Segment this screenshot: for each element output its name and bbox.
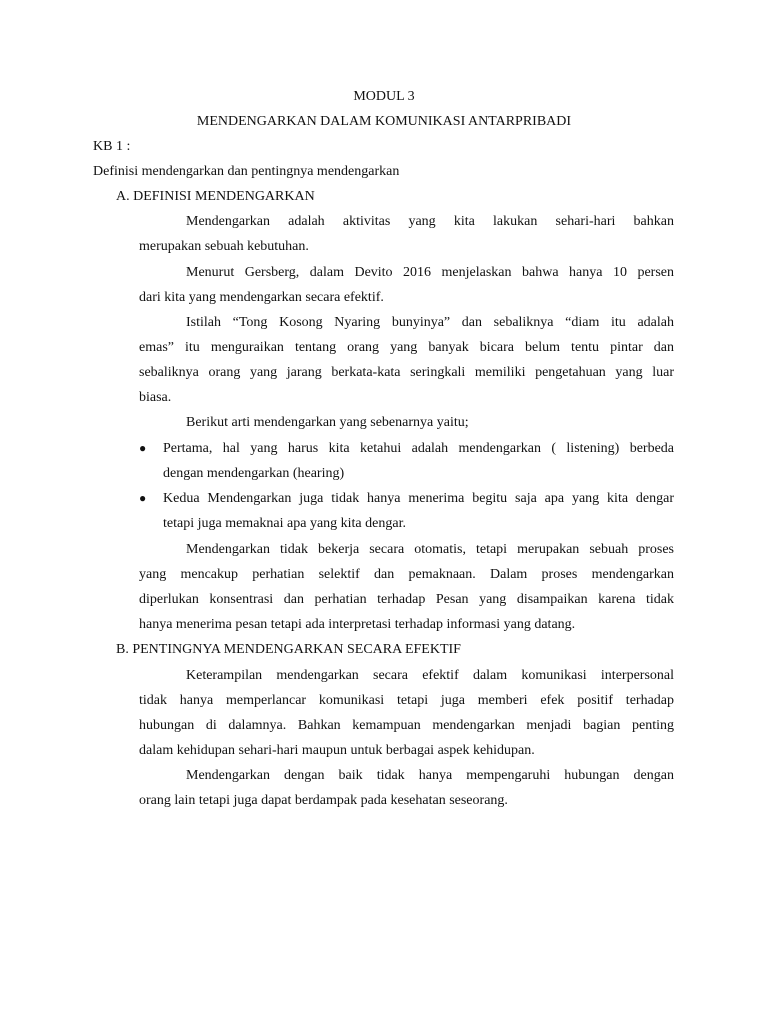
- bullet-icon: ●: [139, 441, 147, 455]
- section-a-p5-line4: hanya menerima pesan tetapi ada interpretasi terhadap informasi yang datang.: [139, 617, 576, 632]
- section-b-p2-line2: orang lain tetapi juga dapat berdampak pada kesehatan seseorang.: [139, 793, 508, 808]
- bullet-1-line1: Pertama, hal yang harus kita ketahui adalah mendengarkan ( listening) berbeda: [163, 441, 674, 456]
- section-a-p4-line1: Berikut arti mendengarkan yang sebenarnya yaitu;: [186, 415, 469, 430]
- section-b-p1-line3: hubungan di dalamnya. Bahkan kemampuan mendengarkan menjadi bagian penting: [139, 718, 674, 733]
- kb-label: KB 1 :: [93, 139, 131, 154]
- module-title: MODUL 3: [353, 89, 415, 104]
- section-a-p2-line1: Menurut Gersberg, dalam Devito 2016 menjelaskan bahwa hanya 10 persen: [186, 265, 674, 280]
- section-b-p1-line4: dalam kehidupan sehari-hari maupun untuk berbagai aspek kehidupan.: [139, 743, 535, 758]
- section-a-p5-line3: diperlukan konsentrasi dan perhatian terhadap Pesan yang disampaikan karena tidak: [139, 592, 674, 607]
- section-a-p3-line4: biasa.: [139, 390, 172, 405]
- section-a-p3-line1: Istilah “Tong Kosong Nyaring bunyinya” dan sebaliknya “diam itu adalah: [186, 315, 674, 330]
- section-a-p3-line2: emas” itu menguraikan tentang orang yang banyak bicara belum tentu pintar dan: [139, 340, 674, 355]
- section-a-p5-line2: yang mencakup perhatian selektif dan pemaknaan. Dalam proses mendengarkan: [139, 567, 674, 582]
- bullet-1-line2: dengan mendengarkan (hearing): [163, 466, 345, 481]
- section-a-p2-line2: dari kita yang mendengarkan secara efektif.: [139, 290, 384, 305]
- document-title: MENDENGARKAN DALAM KOMUNIKASI ANTARPRIBADI: [196, 114, 572, 129]
- bullet-2-line1: Kedua Mendengarkan juga tidak hanya menerima begitu saja apa yang kita dengar: [163, 491, 674, 506]
- bullet-icon: ●: [139, 491, 147, 505]
- section-a-p1-line1: Mendengarkan adalah aktivitas yang kita lakukan sehari-hari bahkan: [186, 214, 674, 229]
- section-a-p5-line1: Mendengarkan tidak bekerja secara otomatis, tetapi merupakan sebuah proses: [186, 542, 674, 557]
- kb-subtitle: Definisi mendengarkan dan pentingnya mendengarkan: [93, 164, 400, 179]
- section-a-p1-line2: merupakan sebuah kebutuhan.: [139, 239, 309, 254]
- section-a-heading: A. DEFINISI MENDENGARKAN: [116, 189, 315, 204]
- section-a-p3-line3: sebaliknya orang yang jarang berkata-kata seringkali memiliki pengetahuan yang luar: [139, 365, 674, 380]
- section-b-p1-line2: tidak hanya memperlancar komunikasi tetapi juga memberi efek positif terhadap: [139, 693, 674, 708]
- section-b-p2-line1: Mendengarkan dengan baik tidak hanya mempengaruhi hubungan dengan: [186, 768, 674, 783]
- section-b-heading: B. PENTINGNYA MENDENGARKAN SECARA EFEKTIF: [116, 642, 461, 657]
- bullet-2-line2: tetapi juga memaknai apa yang kita dengar.: [163, 516, 406, 531]
- section-b-p1-line1: Keterampilan mendengarkan secara efektif dalam komunikasi interpersonal: [186, 668, 674, 683]
